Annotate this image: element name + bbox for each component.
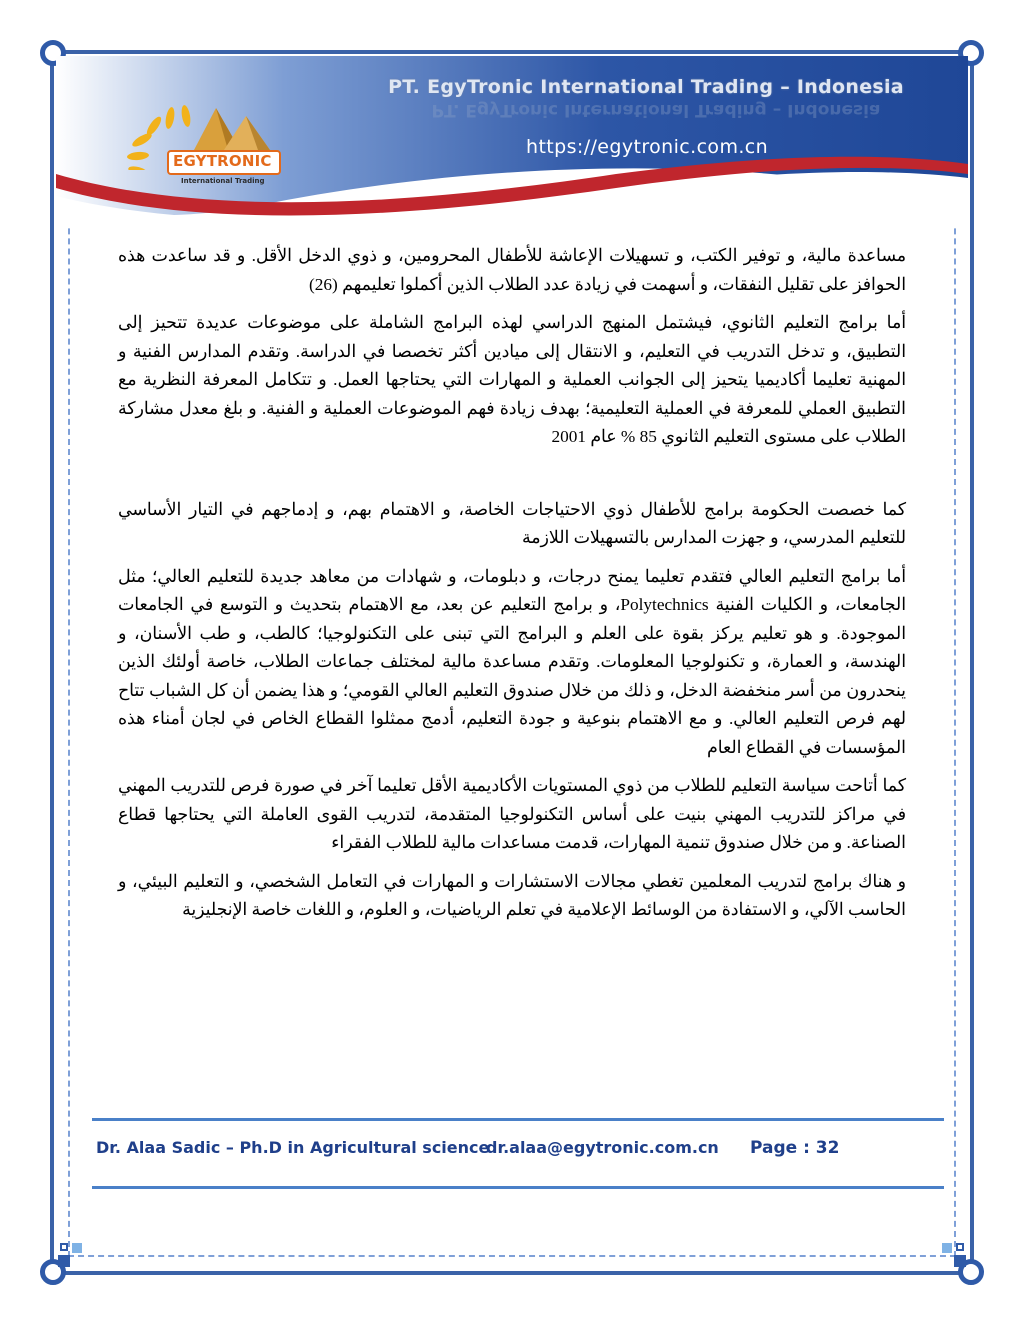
company-logo <box>124 90 284 185</box>
paragraph: و هناك برامج لتدريب المعلمين تغطي مجالات الاستشارات و المهارات في التعامل الشخصي، و التعليم البيئي، و الحاسب الآلي، و الاستفادة من الوسائط الإعلامية في تعلم الرياضيات، و العلوم، و اللغات خاصة الإنجليزية <box>118 871 906 919</box>
footer-top-rule <box>92 1118 944 1121</box>
company-name-reflection: PT. EgyTronic International Trading – Indonesia <box>431 100 881 120</box>
website-link[interactable]: https://egytronic.com.cn <box>526 136 769 158</box>
document-body <box>118 242 906 935</box>
paragraph: كما أتاحت سياسة التعليم للطلاب من ذوي المستويات الأكاديمية الأقل تعليما آخر في صورة فرص للتدريب المهني في مراكز للتدريب المهني بنيت على أساس التكنولوجيا المتقدمة، لتدريب القوى العاملة التي يحتاجها قطاع الصناعة. و من خلال صندوق تنمية المهارات، قدمت مساعدات مالية للطلاب الفقراء <box>118 776 906 852</box>
paragraph: أما برامج التعليم الثانوي، فيشتمل المنهج الدراسي لهذه البرامج الشاملة على موضوعات عديدة تتحيز إلى التطبيق، و تدخل التدريب في التعليم، و الانتقال إلى ميادين أكثر تخصصا في الدراسة. وتقدم المدارس الفنية و المهنية تعليما أكاديميا يتحيز إلى الجوانب العملية و المهارات التي يحتاجها العمل. و تتكامل المعرفة النظرية مع التطبيق العملي للمعرفة في العملية التعليمية؛ بهدف زيادة فهم الموضوعات العملية و الفنية. و بلغ معدل مشاركة الطلاب على مستوى التعليم الثانوي 85 % عام 2001 <box>118 313 906 446</box>
corner-ornament-bottom-left <box>38 1241 84 1287</box>
logo-name: EGYTRONIC <box>173 152 272 170</box>
logo-subtitle: International Trading <box>181 177 265 185</box>
paragraph: أما برامج التعليم العالي فتقدم تعليما يمنح درجات، و دبلومات، و شهادات من معاهد جديدة للتعليم العالي؛ مثل الجامعات، و الكليات الفنية Polytechnics، و برامج التعليم عن بعد، مع الاهتمام بتحديث و التوسع في الجامعات الموجودة. و هو تعليم يركز بقوة على العلم و البرامج التي تبنى على التكنولوجيا؛ كالطب، و طب الأسنان، و الهندسة، و العمارة، و تكنولوجيا المعلومات. وتقدم مساعدة مالية لمختلف جماعات الطلاب، خاصة أولئك الذين ينحدرون من أسر منخفضة الدخل، و ذلك من خلال صندوق التعليم العالي القومي؛ و هذا يضمن أن كل الشباب تتاح لهم فرص التعليم العالي. و مع الاهتمام بنوعية و جودة التعليم، أدمج ممثلوا القطاع الخاص في لجان أمناء هذه المؤسسات في القطاع العام <box>118 566 906 757</box>
paragraph: كما خصصت الحكومة برامج للأطفال ذوي الاحتياجات الخاصة، و الاهتمام بهم، و إدماجهم في التيار الأساسي للتعليم المدرسي، و جهزت المدارس بالتسهيلات اللازمة <box>118 499 906 547</box>
header-banner <box>56 56 968 226</box>
footer-bottom-rule <box>92 1186 944 1189</box>
footer-email[interactable]: dr.alaa@egytronic.com.cn <box>486 1138 719 1157</box>
page-number: Page : 32 <box>750 1138 840 1158</box>
footer-author: Dr. Alaa Sadic – Ph.D in Agricultural science <box>96 1138 490 1157</box>
paragraph: مساعدة مالية، و توفير الكتب، و تسهيلات الإعاشة للأطفال المحرومين، و ذوي الدخل الأقل. و قد ساعدت هذه الحوافز على تقليل النفقات، و أسهمت في زيادة عدد الطلاب الذين أكملوا تعليمهم (26) <box>118 246 906 294</box>
company-name: PT. EgyTronic International Trading – Indonesia <box>388 76 904 98</box>
corner-ornament-bottom-right <box>940 1241 986 1287</box>
